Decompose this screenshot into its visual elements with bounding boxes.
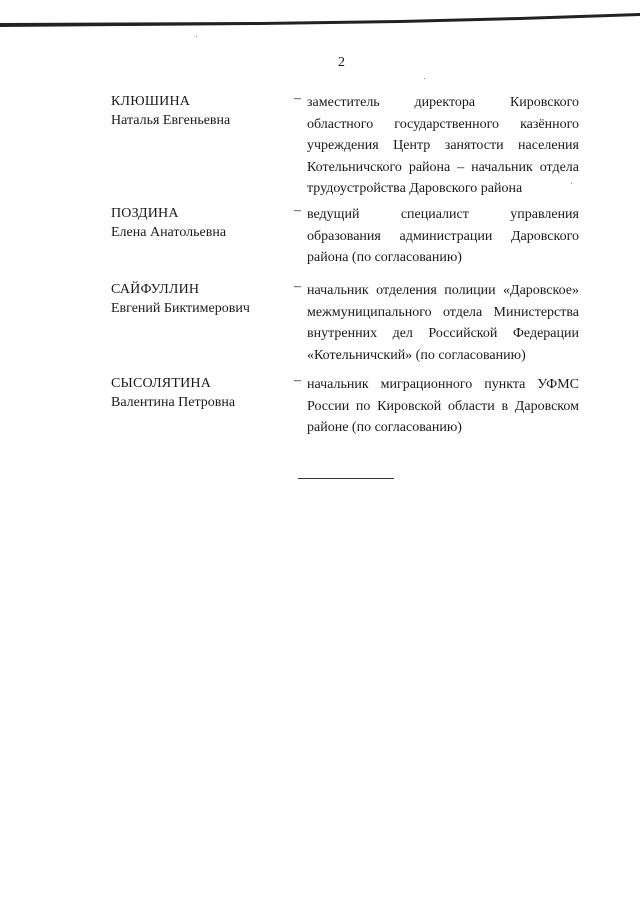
member-surname: СЫСОЛЯТИНА (111, 376, 212, 391)
member-given-names: Евгений Биктимерович (111, 301, 250, 316)
member-role: начальник миграционного пункта УФМС России по Кировской области в Даровском районе (по согласованию) (307, 377, 579, 435)
member-name (111, 374, 281, 412)
member-name (111, 204, 281, 242)
scan-edge-line (0, 8, 640, 32)
dash-separator: – (294, 279, 301, 294)
dash-separator: – (294, 203, 301, 218)
member-surname: ПОЗДИНА (111, 206, 179, 221)
member-name (111, 92, 281, 130)
member-name (111, 280, 281, 318)
dash-separator: – (294, 91, 301, 106)
member-given-names: Наталья Евгеньевна (111, 113, 231, 128)
member-surname: КЛЮШИНА (111, 94, 191, 109)
member-role: заместитель директора Кировского областного государственного казённого учреждения Центр занятости населения Котельничского района – начальник отдела трудоустройства Даровского района (307, 95, 579, 196)
member-given-names: Валентина Петровна (111, 395, 236, 410)
member-role: начальник отделения полиции «Даровское» межмуниципального отдела Министерства внутренних дел Российской Федерации «Котельничский» (по согласованию) (307, 283, 579, 363)
member-surname: САЙФУЛЛИН (111, 282, 200, 297)
member-given-names: Елена Анатольевна (111, 225, 227, 240)
scan-speck (196, 36, 197, 37)
page-number: 2 (338, 55, 345, 70)
dash-separator: – (294, 373, 301, 388)
member-role: ведущий специалист управления образования администрации Даровского района (по согласованию) (307, 207, 579, 265)
scan-speck (424, 78, 425, 79)
end-of-list-rule (298, 478, 394, 479)
scan-speck (571, 183, 572, 184)
